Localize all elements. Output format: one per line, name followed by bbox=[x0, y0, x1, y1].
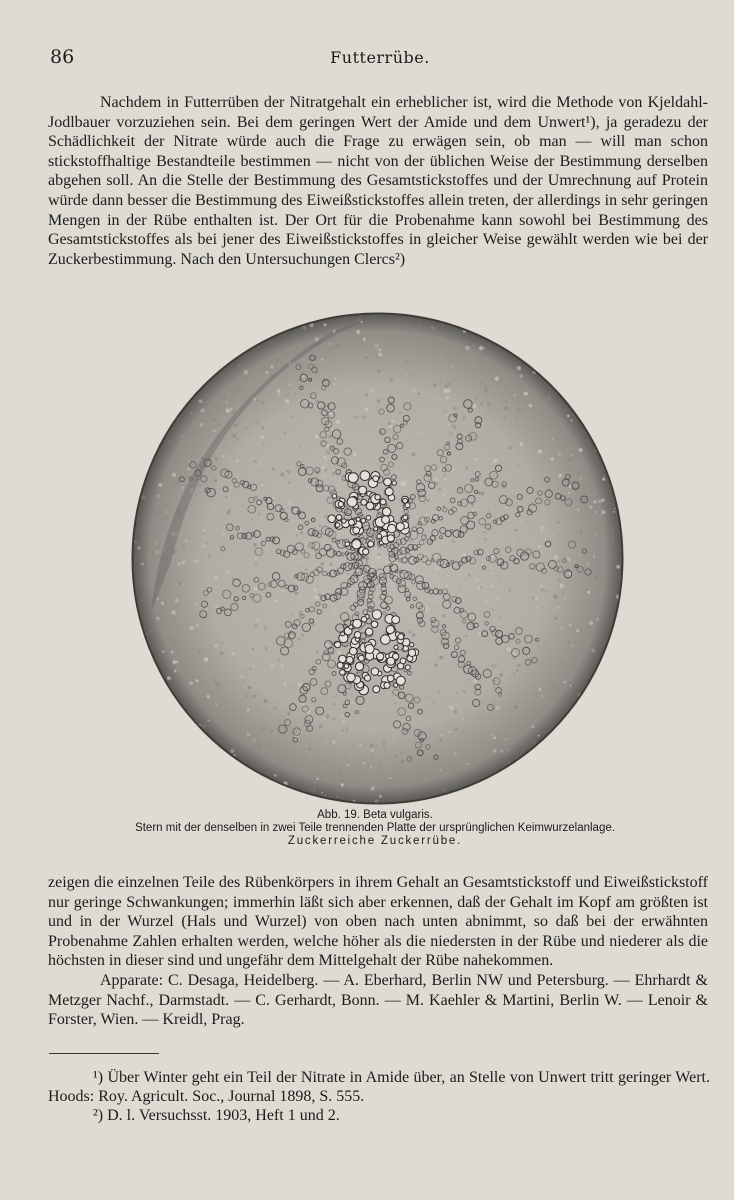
apparatus-list: Apparate: C. Desaga, Heidelberg. — A. Eberhard, Berlin NW und Petersburg. — Ehrhardt & Metzger Nachf., Darmstadt. — C. Gerhardt, Bonn. — M. Kaehler & Martini, Berlin W. — Lenoir & Forster, Wien. — Kreidl, Prag. bbox=[48, 971, 708, 1029]
caption-subtitle: Zuckerreiche Zuckerrübe. bbox=[287, 835, 463, 847]
caption-title: Abb. 19. Beta vulgaris. bbox=[317, 809, 433, 821]
beta-vulgaris-cross-section-image bbox=[131, 312, 624, 805]
caption-description: Stern mit der denselben in zwei Teile trennenden Platte der ursprünglichen Keimwurzelanlage. bbox=[135, 822, 615, 834]
body-paragraph-bottom bbox=[48, 873, 708, 1030]
figure-caption bbox=[0, 809, 734, 848]
footnote-1: ¹) Über Winter geht ein Teil der Nitrate in Amide über, an Stelle von Unwert tritt geringer Wert. Hoods: Roy. Agricult. Soc., Journal 1898, S. 555. bbox=[48, 1069, 710, 1105]
figure-micrograph bbox=[131, 312, 624, 805]
footnote-2: ²) D. l. Versuchsst. 1903, Heft 1 und 2. bbox=[93, 1107, 340, 1124]
footnotes bbox=[48, 1068, 710, 1125]
page-number: 86 bbox=[50, 46, 75, 68]
paragraph-text: Nachdem in Futterrüben der Nitratgehalt ein erheblicher ist, wird die Methode von Kjeldahl-Jodlbauer vorzuziehen sein. Bei dem geringen Wert der Amide und dem Unwert¹), ja geradezu der Schädlichkeit der Nitrate würde auch die Frage zu erwägen sein, ob man — will man schon stickstoffhaltige Bestandteile bestimmen — nicht von der üblichen Weise der Bestimmung derselben abgehen soll. An die Stelle der Bestimmung des Gesamtstickstoffes und der Umrechnung auf Protein würde dann besser die Bestimmung des Eiweißstickstoffes allein treten, der allerdings in sehr geringen Mengen in der Rübe enthalten ist. Der Ort für die Probenahme kann sowohl bei Bestimmung des Gesamtstickstoffes als bei jener des Eiweißstickstoffes in gleicher Weise gewählt werden wie bei der Zuckerbestimmung. Nach den Untersuchungen Clercs²) bbox=[48, 94, 708, 268]
paragraph-text: zeigen die einzelnen Teile des Rübenkörpers in ihrem Gehalt an Gesamtstickstoff und Eiweißstickstoff nur geringe Schwankungen; immerhin läßt sich aber erkennen, daß der Gehalt im Kopf am größten ist und in der Wurzel (Hals und Wurzel) von oben nach unten abnimmt, so daß bei der erwähnten Probenahme Zahlen erhalten werden, welche höher als die niedersten in der Rübe und niederer als die höchsten in dieser sind und ungefähr dem Mittelgehalt der Rübe nahekommen. bbox=[48, 874, 708, 970]
body-paragraph-top bbox=[48, 93, 708, 269]
footnote-rule bbox=[49, 1053, 159, 1054]
running-head: Futterrübe. bbox=[330, 48, 430, 67]
